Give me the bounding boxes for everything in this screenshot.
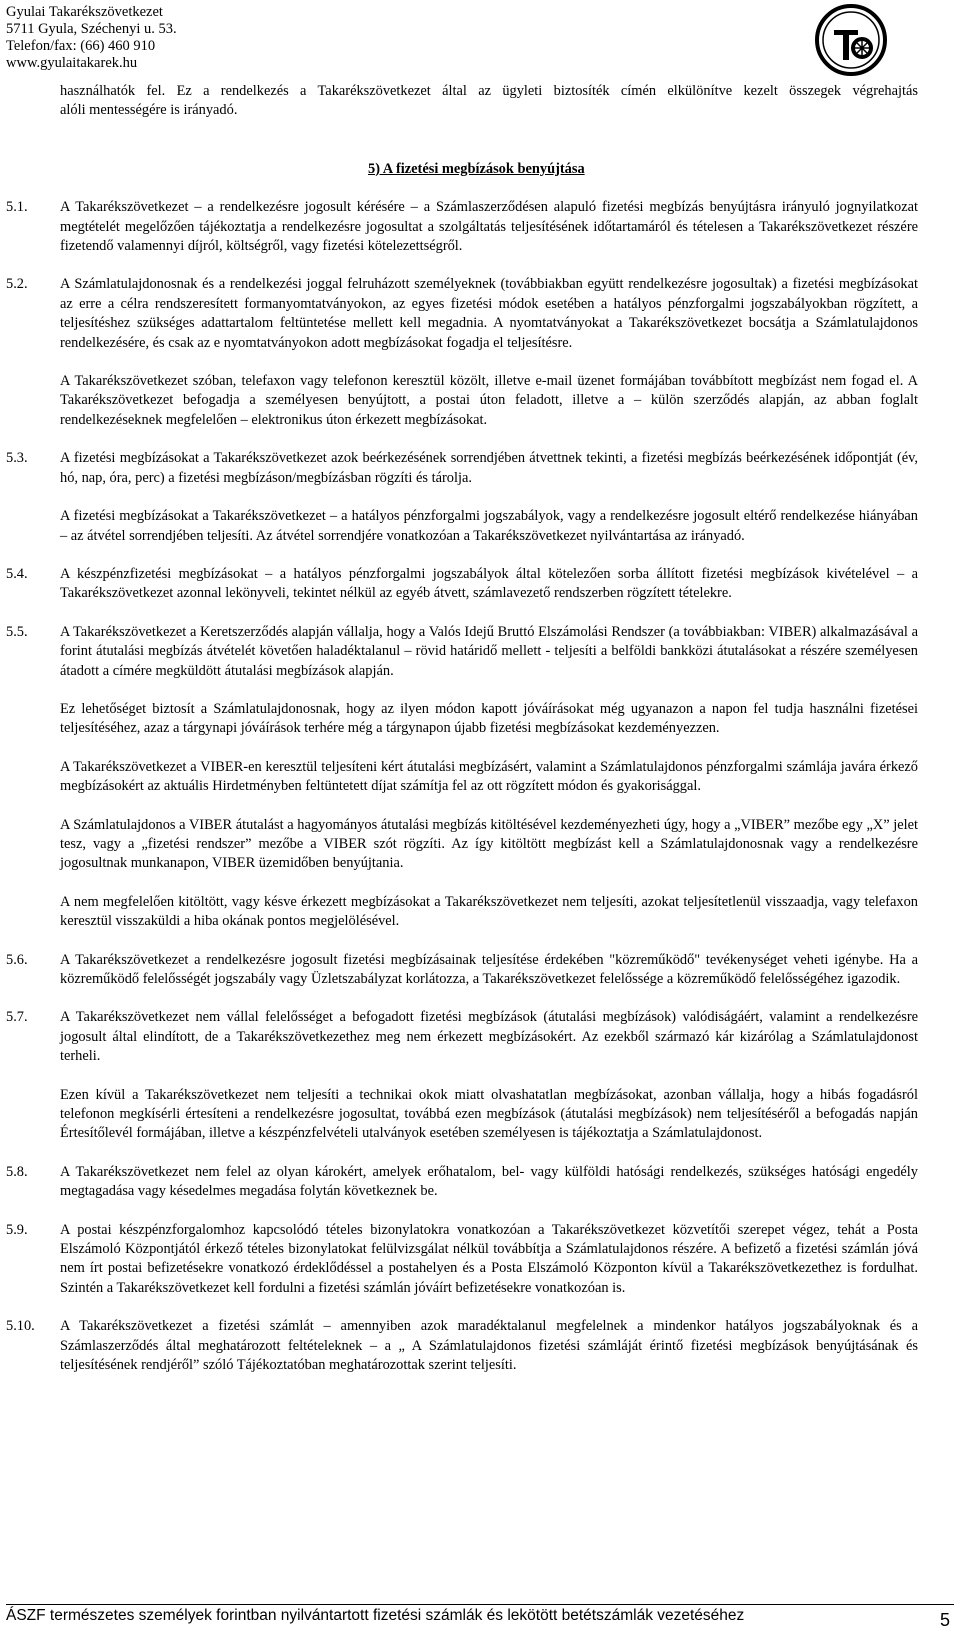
clause-subparagraph: A nem megfelelően kitöltött, vagy késve érkezett megbízásokat a Takarékszövetkezet nem teljesíti, azokat teljesítetlenül visszaadja, vagy telefaxon keresztül visszaküldi a hiba okának pontos megjelölésével. bbox=[60, 893, 918, 930]
org-name: Gyulai Takarékszövetkezet bbox=[6, 4, 163, 20]
footer-text: ÁSZF természetes személyek forintban nyilvántartott fizetési számlák és lekötött betétszámlák vezetéséhez bbox=[6, 1607, 745, 1624]
footer-divider bbox=[6, 1604, 954, 1605]
document-body bbox=[6, 82, 918, 1395]
clause-paragraph bbox=[6, 449, 918, 488]
clause-paragraph bbox=[6, 198, 918, 256]
clause-subparagraph: A fizetési megbízásokat a Takarékszövetkezet – a hatályos pénzforgalmi jogszabályok, vagy a rendelkezésre jogosult eltérő rendelkezése hiányában – az átvétel sorrendjében teljesíti. Az átvétel sorrendjére vonatkozóan a Takarékszövetkezet nyilvántartása az irányadó. bbox=[60, 508, 918, 544]
clause-text: A Takarékszövetkezet nem vállal felelősséget a befogadott fizetési megbízások (átutalási megbízások) valódiságáért, valamint a rendelkezésre jogosult által elindított, de a Takarékszövetkezethez meg nem érkezett megbízásokért. Az ezekből származó kár kizárólag a Számlatulajdonost terheli. bbox=[60, 1009, 918, 1065]
clause-paragraph bbox=[6, 1163, 918, 1202]
clause-paragraph bbox=[6, 1317, 918, 1375]
clause-text: A Takarékszövetkezet a Keretszerződés alapján vállalja, hogy a Valós Idejű Bruttó Elszámolási Rendszer (a továbbiakban: VIBER) alkalmazásával a forint átutalási megbízás átvételét követően haladéktalanul – rövid határidő mellett - teljesíti a belföldi bankközi átutalásokat a részére személyesen átadott a címére megküldött átutalási megbízások alapján. bbox=[60, 623, 918, 679]
org-address: 5711 Gyula, Széchenyi u. 53. bbox=[6, 21, 177, 37]
page-number: 5 bbox=[939, 1610, 950, 1630]
letterhead bbox=[6, 4, 177, 72]
clause-number: 5.4. bbox=[6, 565, 28, 582]
clause-paragraph bbox=[6, 623, 918, 681]
clause-text: A Takarékszövetkezet a rendelkezésre jogosult fizetési megbízásainak teljesítése érdekében "közreműködő" tevékenységet veheti igénybe. Ha a közreműködő felelősségét jogszabály vagy Üzletszabályzat korlátozza, a Takarékszövetkezet felelőssége a közreműködő felelősségéhez igazodik. bbox=[60, 951, 918, 987]
clause-number: 5.1. bbox=[6, 199, 28, 216]
clause-paragraph bbox=[6, 951, 918, 990]
clause-text: A Takarékszövetkezet – a rendelkezésre jogosult kérésére – a Számlaszerződésen alapuló fizetési megbízás benyújtásra irányuló jognyilatkozat megtételét megelőzően tájékoztatja a rendelkezésre jogosultat a szolgáltatás teljesítésének időtartamáról és tételesen a Takarékszövetkezet részére fizetendő valamennyi díjról, költségről, vagy fizetési kötelezettségről. bbox=[60, 199, 918, 255]
clause-number: 5.8. bbox=[6, 1163, 28, 1180]
clause-number: 5.2. bbox=[6, 276, 28, 293]
clause-5-3 bbox=[6, 449, 918, 546]
org-phone: Telefon/fax: (66) 460 910 bbox=[6, 38, 156, 54]
clause-number: 5.10. bbox=[6, 1318, 35, 1335]
clause-paragraph bbox=[6, 1008, 918, 1066]
takarek-logo-icon bbox=[812, 4, 890, 76]
clause-number: 5.5. bbox=[6, 623, 28, 640]
clause-text: A postai készpénzforgalomhoz kapcsolódó tételes bizonylatokra vonatkozóan a Takarékszövetkezet közvetítői szerepet végez, tehát a Posta Elszámoló Központjától érkező tételes bizonylatokat felülvizsgálat nélkül továbbítja a Számlatulajdonos részére. A befizető a fizetési számlán jóvá nem írt postai befizetésekre vonatkozó érdeklődéssel a postahelyen és a Posta Elszámoló Központon kívül a Takarékszövetkezethez is fordulhat. Szintén a Takarékszövetkezet kell fordulni a fizetési számlán jóváírt befizetésekre vonatkozóan is. bbox=[60, 1221, 918, 1296]
clause-list bbox=[6, 198, 918, 1375]
clause-5-9 bbox=[6, 1221, 918, 1299]
clause-subparagraph: A Takarékszövetkezet a VIBER-en keresztül teljesíteni kért átutalási megbízásért, valamint a Számlatulajdonos pénzforgalmi számlája javára érkező megbízásokért az aktuális Hirdetményben feltüntetett díjat számítja fel az ott rögzített módon és gyakorisággal. bbox=[60, 758, 918, 795]
clause-paragraph bbox=[6, 1221, 918, 1299]
clause-paragraph bbox=[6, 275, 918, 353]
clause-paragraph bbox=[6, 565, 918, 604]
clause-number: 5.7. bbox=[6, 1009, 28, 1026]
clause-5-6 bbox=[6, 951, 918, 990]
intro-line-2: alóli mentességére is irányadó. bbox=[60, 102, 238, 119]
clause-5-4 bbox=[6, 565, 918, 604]
clause-5-7 bbox=[6, 1008, 918, 1143]
clause-number: 5.3. bbox=[6, 450, 28, 467]
clause-subparagraph: Ez lehetőséget biztosít a Számlatulajdonosnak, hogy az ilyen módon kapott jóváírásokat még ugyanazon a napon fel tudja használni fizetései teljesítéséhez, azaz a tárgynapi jóváírások terhére még a tárgynapon újabb fizetési megbízásokat kezdeményezzen. bbox=[60, 700, 918, 737]
clause-subparagraph: A Takarékszövetkezet szóban, telefaxon vagy telefonon keresztül közölt, illetve e-mail üzenet formájában továbbított megbízást nem fogad el. A Takarékszövetkezet befogadja a személyesen benyújtott, a postai úton feladott, illetve a – külön szerződés alapján, az abban foglalt rendelkezéseknek megfelelően – elektronikus úton érkezett megbízásokat. bbox=[60, 373, 918, 428]
clause-5-2 bbox=[6, 275, 918, 430]
clause-text: A Takarékszövetkezet nem felel az olyan károkért, amelyek erőhatalom, bel- vagy külföldi hatósági rendelkezés, szükséges hatósági engedély megtagadása vagy késedelmes megadása folytán következnek be. bbox=[60, 1163, 918, 1200]
section-title: 5) A fizetési megbízások benyújtása bbox=[368, 160, 585, 177]
org-website: www.gyulaitakarek.hu bbox=[6, 55, 138, 71]
clause-text: A fizetési megbízásokat a Takarékszövetkezet azok beérkezésének sorrendjében átvettnek tekinti, a fizetési megbízás beérkezésének időpontját (év, hó, nap, óra, perc) a fizetési megbízáson/megbízásban rögzíti és tárolja. bbox=[60, 450, 918, 486]
clause-5-1 bbox=[6, 198, 918, 256]
clause-text: A készpénzfizetési megbízásokat – a hatályos pénzforgalmi jogszabályok által kötelezően sorba állított fizetési megbízások kivételével – a Takarékszövetkezet azonnal lekönyveli, tekintet nélkül az egyéb átvett, számlavezető rendszerben rögzített tételekre. bbox=[60, 565, 918, 602]
clause-number: 5.6. bbox=[6, 951, 28, 968]
clause-text: A Takarékszövetkezet a fizetési számlát – amennyiben azok maradéktalanul megfelelnek a mindenkor hatályos jogszabályoknak és a Számlaszerződés által meghatározott feltételeknek – a „ A Számlatulajdonos fizetési számláját érintő fizetési megbízások benyújtásának és teljesítésének rendjéről” szóló Tájékoztatóban meghatározottak szerint teljesíti. bbox=[60, 1318, 918, 1374]
clause-text: A Számlatulajdonosnak és a rendelkezési joggal felruházott személyeknek (továbbiakban együtt rendelkezésre jogosultak) a fizetési megbízásokat az erre a célra rendszeresített formanyomtatványokon, az egyes fizetési módok esetében a hatályos pénzforgalmi jogszabályokban rögzített, a teljesítéshez szükséges adattartalom feltüntetése mellett kell megadnia. A nyomtatványokat a Takarékszövetkezet bocsátja a Számlatulajdonos rendelkezésére, és csak az e nyomtatványokon adott megbízásokat fogadja el teljesítésre. bbox=[60, 276, 918, 351]
clause-subparagraph: Ezen kívül a Takarékszövetkezet nem teljesíti a technikai okok miatt olvashatatlan megbízásokat, azonban vállalja, hogy a hibás fogadásról telefonon megkísérli értesíteni a rendelkezésre jogosultat, továbbá ezen megbízások (átutalási megbízások) nem teljesítéséről a befogadás napján Értesítőlevél formájában, illetve a készpénzfelvételi utalványok esetében személyesen is tájékoztatja a Számlatulajdonost. bbox=[60, 1086, 918, 1142]
clause-5-5 bbox=[6, 623, 918, 932]
clause-5-10 bbox=[6, 1317, 918, 1375]
intro-line-1: használhatók fel. Ez a rendelkezés a Takarékszövetkezet által az ügyleti biztosíték címén elkülönítve kezelt összegek végrehajtás bbox=[60, 83, 918, 99]
clause-5-8 bbox=[6, 1163, 918, 1202]
clause-subparagraph: A Számlatulajdonos a VIBER átutalást a hagyományos átutalási megbízás kitöltésével kezdeményezheti úgy, hogy a „VIBER” mezőbe egy „X” jelet tesz, vagy a „fizetési rendszer” mezőbe a VIBER szót rögzíti. Az így kitöltött megbízást kell a Számlatulajdonosnak vagy a rendelkezésre jogosultnak munkanapon, VIBER üzemidőben benyújtania. bbox=[60, 816, 918, 872]
clause-number: 5.9. bbox=[6, 1221, 28, 1238]
